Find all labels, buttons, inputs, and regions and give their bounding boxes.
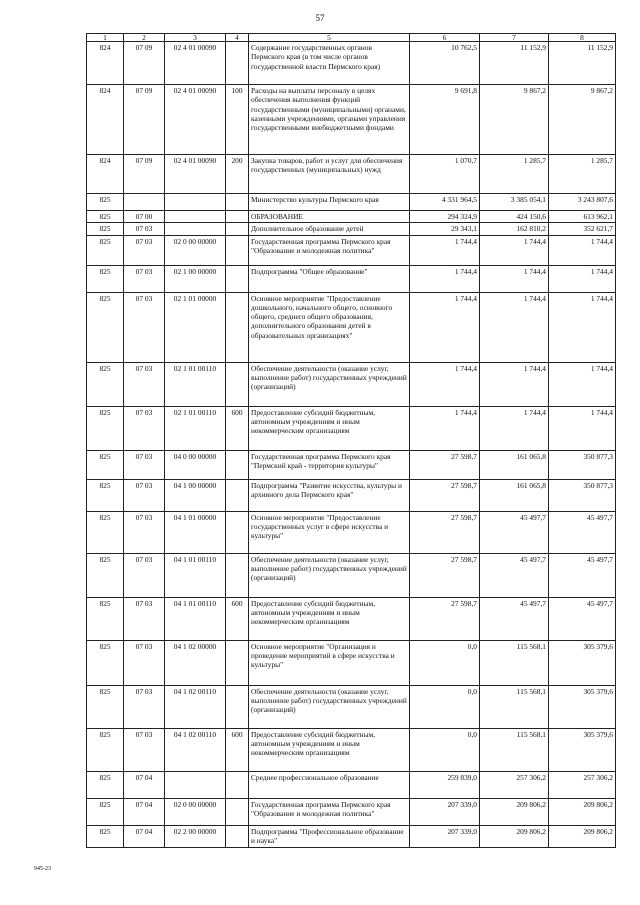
target-code-cell: 04 1 01 00110 xyxy=(165,597,226,640)
amount-year3-cell: 305 379,6 xyxy=(549,728,616,771)
section-code-cell: 07 03 xyxy=(124,450,165,479)
column-header: 7 xyxy=(480,34,549,42)
expense-type-cell xyxy=(226,640,249,685)
expense-type-cell xyxy=(226,511,249,553)
header-row xyxy=(87,34,616,42)
admin-code-cell: 825 xyxy=(87,362,124,406)
target-code-cell xyxy=(165,771,226,798)
expense-type-cell xyxy=(226,685,249,728)
target-code-cell: 02 0 00 00000 xyxy=(165,235,226,265)
amount-year1-cell: 27 598,7 xyxy=(410,597,480,640)
admin-code-cell: 825 xyxy=(87,235,124,265)
section-code-cell: 07 03 xyxy=(124,553,165,597)
amount-year2-cell: 209 806,2 xyxy=(480,825,549,847)
amount-year3-cell: 209 806,2 xyxy=(549,825,616,847)
amount-year3-cell: 45 497,7 xyxy=(549,553,616,597)
amount-year1-cell: 9 691,8 xyxy=(410,85,480,155)
amount-year1-cell: 27 598,7 xyxy=(410,479,480,511)
target-code-cell xyxy=(165,211,226,223)
expense-type-cell xyxy=(226,292,249,362)
description-cell: Основное мероприятие "Организация и проведение мероприятий в сфере искусства и культуры" xyxy=(249,640,410,685)
target-code-cell: 04 1 01 00000 xyxy=(165,511,226,553)
column-header: 2 xyxy=(124,34,165,42)
amount-year1-cell: 1 070,7 xyxy=(410,155,480,194)
admin-code-cell: 825 xyxy=(87,194,124,211)
column-header: 4 xyxy=(226,34,249,42)
description-cell: Предоставление субсидий бюджетным, автономным учреждениям и иным некоммерческим организациям xyxy=(249,728,410,771)
admin-code-cell: 825 xyxy=(87,406,124,450)
description-cell: Обеспечение деятельности (оказание услуг, выполнение работ) государственных учреждений (организаций) xyxy=(249,362,410,406)
target-code-cell: 04 1 01 00110 xyxy=(165,553,226,597)
section-code-cell: 07 04 xyxy=(124,798,165,825)
description-cell: Расходы на выплаты персоналу в целях обеспечения выполнения функций государственными (муниципальными) органами, казенными учреждениями, органами управления государственными внебюджетными фондами xyxy=(249,85,410,155)
amount-year1-cell: 0,0 xyxy=(410,728,480,771)
section-code-cell: 07 03 xyxy=(124,685,165,728)
section-code-cell: 07 09 xyxy=(124,155,165,194)
expense-type-cell xyxy=(226,194,249,211)
admin-code-cell: 825 xyxy=(87,265,124,292)
amount-year1-cell: 294 324,9 xyxy=(410,211,480,223)
section-code-cell: 07 03 xyxy=(124,728,165,771)
section-code-cell: 07 09 xyxy=(124,85,165,155)
amount-year3-cell: 305 379,6 xyxy=(549,685,616,728)
admin-code-cell: 825 xyxy=(87,771,124,798)
section-code-cell: 07 03 xyxy=(124,223,165,235)
amount-year3-cell: 9 867,2 xyxy=(549,85,616,155)
amount-year1-cell: 207 339,0 xyxy=(410,825,480,847)
amount-year1-cell: 0,0 xyxy=(410,640,480,685)
amount-year3-cell: 352 621,7 xyxy=(549,223,616,235)
table-row xyxy=(87,223,616,235)
column-header: 8 xyxy=(549,34,616,42)
amount-year2-cell: 161 065,8 xyxy=(480,479,549,511)
section-code-cell: 07 03 xyxy=(124,235,165,265)
section-code-cell: 07 03 xyxy=(124,640,165,685)
amount-year2-cell: 9 867,2 xyxy=(480,85,549,155)
admin-code-cell: 825 xyxy=(87,450,124,479)
amount-year2-cell: 161 065,8 xyxy=(480,450,549,479)
amount-year2-cell: 209 806,2 xyxy=(480,798,549,825)
amount-year2-cell: 1 744,4 xyxy=(480,292,549,362)
expense-type-cell xyxy=(226,450,249,479)
admin-code-cell: 825 xyxy=(87,685,124,728)
target-code-cell: 02 1 00 00000 xyxy=(165,265,226,292)
table-row xyxy=(87,825,616,847)
expense-type-cell xyxy=(226,798,249,825)
column-header: 5 xyxy=(249,34,410,42)
table-row xyxy=(87,450,616,479)
amount-year3-cell: 1 744,4 xyxy=(549,292,616,362)
target-code-cell xyxy=(165,194,226,211)
description-cell: Дополнительное образование детей xyxy=(249,223,410,235)
amount-year3-cell: 257 306,2 xyxy=(549,771,616,798)
admin-code-cell: 824 xyxy=(87,85,124,155)
expense-type-cell xyxy=(226,42,249,85)
admin-code-cell: 825 xyxy=(87,211,124,223)
description-cell: Подпрограмма "Профессиональное образование и наука" xyxy=(249,825,410,847)
amount-year2-cell: 115 568,1 xyxy=(480,640,549,685)
column-header: 1 xyxy=(87,34,124,42)
section-code-cell xyxy=(124,194,165,211)
admin-code-cell: 824 xyxy=(87,42,124,85)
section-code-cell: 07 03 xyxy=(124,406,165,450)
target-code-cell: 04 1 02 00110 xyxy=(165,728,226,771)
target-code-cell: 04 1 02 00110 xyxy=(165,685,226,728)
amount-year3-cell: 1 744,4 xyxy=(549,265,616,292)
page-number: 57 xyxy=(315,13,325,23)
amount-year1-cell: 27 598,7 xyxy=(410,511,480,553)
description-cell: Государственная программа Пермского края "Образование и молодежная политика" xyxy=(249,235,410,265)
amount-year1-cell: 0,0 xyxy=(410,685,480,728)
expense-type-cell xyxy=(226,235,249,265)
amount-year2-cell: 257 306,2 xyxy=(480,771,549,798)
table-body xyxy=(87,42,616,848)
amount-year1-cell: 1 744,4 xyxy=(410,235,480,265)
description-cell: Содержание государственных органов Пермского края (в том числе органов государственной власти Пермского края) xyxy=(249,42,410,85)
description-cell: ОБРАЗОВАНИЕ xyxy=(249,211,410,223)
expense-type-cell: 200 xyxy=(226,155,249,194)
amount-year1-cell: 27 598,7 xyxy=(410,553,480,597)
amount-year3-cell: 3 243 807,6 xyxy=(549,194,616,211)
table-row xyxy=(87,235,616,265)
amount-year1-cell: 1 744,4 xyxy=(410,362,480,406)
amount-year3-cell: 45 497,7 xyxy=(549,511,616,553)
expense-type-cell: 600 xyxy=(226,597,249,640)
table-row xyxy=(87,798,616,825)
expense-type-cell: 600 xyxy=(226,728,249,771)
target-code-cell xyxy=(165,223,226,235)
amount-year1-cell: 1 744,4 xyxy=(410,265,480,292)
description-cell: Предоставление субсидий бюджетным, автономным учреждениям и иным некоммерческим организациям xyxy=(249,597,410,640)
target-code-cell: 04 1 02 00000 xyxy=(165,640,226,685)
admin-code-cell: 825 xyxy=(87,292,124,362)
expense-type-cell xyxy=(226,223,249,235)
admin-code-cell: 825 xyxy=(87,223,124,235)
amount-year3-cell: 209 806,2 xyxy=(549,798,616,825)
expense-type-cell: 600 xyxy=(226,406,249,450)
table-row xyxy=(87,265,616,292)
amount-year2-cell: 1 285,7 xyxy=(480,155,549,194)
description-cell: Закупка товаров, работ и услуг для обеспечения государственных (муниципальных) нужд xyxy=(249,155,410,194)
amount-year2-cell: 3 385 054,1 xyxy=(480,194,549,211)
amount-year3-cell: 350 877,3 xyxy=(549,450,616,479)
expense-type-cell xyxy=(226,771,249,798)
target-code-cell: 02 4 01 00090 xyxy=(165,155,226,194)
description-cell: Государственная программа Пермского края "Пермский край - территория культуры" xyxy=(249,450,410,479)
expense-type-cell xyxy=(226,211,249,223)
amount-year2-cell: 115 568,1 xyxy=(480,728,549,771)
table-row xyxy=(87,597,616,640)
table-row xyxy=(87,511,616,553)
table-row xyxy=(87,479,616,511)
table-row xyxy=(87,194,616,211)
amount-year3-cell: 1 744,4 xyxy=(549,362,616,406)
expense-type-cell xyxy=(226,265,249,292)
description-cell: Обеспечение деятельности (оказание услуг, выполнение работ) государственных учреждений (организаций) xyxy=(249,685,410,728)
amount-year3-cell: 350 877,3 xyxy=(549,479,616,511)
column-header: 6 xyxy=(410,34,480,42)
amount-year2-cell: 162 810,2 xyxy=(480,223,549,235)
amount-year1-cell: 27 598,7 xyxy=(410,450,480,479)
amount-year3-cell: 305 379,6 xyxy=(549,640,616,685)
description-cell: Министерство культуры Пермского края xyxy=(249,194,410,211)
table-row xyxy=(87,362,616,406)
admin-code-cell: 825 xyxy=(87,728,124,771)
amount-year3-cell: 613 962,1 xyxy=(549,211,616,223)
target-code-cell: 02 2 00 00000 xyxy=(165,825,226,847)
amount-year1-cell: 29 343,1 xyxy=(410,223,480,235)
target-code-cell: 02 4 01 00090 xyxy=(165,85,226,155)
description-cell: Подпрограмма "Развитие искусства, культуры и архивного дела Пермского края" xyxy=(249,479,410,511)
admin-code-cell: 825 xyxy=(87,798,124,825)
section-code-cell: 07 03 xyxy=(124,292,165,362)
admin-code-cell: 825 xyxy=(87,597,124,640)
table-row xyxy=(87,685,616,728)
column-header: 3 xyxy=(165,34,226,42)
section-code-cell: 07 09 xyxy=(124,42,165,85)
table-row xyxy=(87,640,616,685)
target-code-cell: 04 1 00 00000 xyxy=(165,479,226,511)
amount-year2-cell: 1 744,4 xyxy=(480,235,549,265)
amount-year1-cell: 10 762,5 xyxy=(410,42,480,85)
amount-year1-cell: 1 744,4 xyxy=(410,292,480,362)
amount-year2-cell: 1 744,4 xyxy=(480,406,549,450)
amount-year3-cell: 11 152,9 xyxy=(549,42,616,85)
amount-year2-cell: 45 497,7 xyxy=(480,553,549,597)
expense-type-cell xyxy=(226,362,249,406)
amount-year3-cell: 45 497,7 xyxy=(549,597,616,640)
description-cell: Подпрограмма "Общее образование" xyxy=(249,265,410,292)
amount-year1-cell: 207 339,0 xyxy=(410,798,480,825)
section-code-cell: 07 00 xyxy=(124,211,165,223)
table-row xyxy=(87,42,616,85)
admin-code-cell: 825 xyxy=(87,479,124,511)
amount-year2-cell: 115 568,1 xyxy=(480,685,549,728)
amount-year2-cell: 1 744,4 xyxy=(480,362,549,406)
description-cell: Основное мероприятие "Предоставление государственных услуг в сфере искусства и культуры" xyxy=(249,511,410,553)
target-code-cell: 02 1 01 00000 xyxy=(165,292,226,362)
table-row xyxy=(87,771,616,798)
table-row xyxy=(87,292,616,362)
budget-table xyxy=(86,33,616,848)
section-code-cell: 07 04 xyxy=(124,825,165,847)
admin-code-cell: 825 xyxy=(87,511,124,553)
section-code-cell: 07 03 xyxy=(124,511,165,553)
expense-type-cell xyxy=(226,825,249,847)
amount-year1-cell: 4 331 964,5 xyxy=(410,194,480,211)
amount-year2-cell: 45 497,7 xyxy=(480,511,549,553)
amount-year2-cell: 424 150,6 xyxy=(480,211,549,223)
amount-year3-cell: 1 744,4 xyxy=(549,406,616,450)
section-code-cell: 07 03 xyxy=(124,479,165,511)
description-cell: Основное мероприятие "Предоставление дошкольного, начального общего, основного общего, среднего общего образования, дополнительного образования детей в образовательных организациях" xyxy=(249,292,410,362)
section-code-cell: 07 03 xyxy=(124,362,165,406)
amount-year3-cell: 1 744,4 xyxy=(549,235,616,265)
description-cell: Предоставление субсидий бюджетным, автономным учреждениям и иным некоммерческим организациям xyxy=(249,406,410,450)
amount-year2-cell: 11 152,9 xyxy=(480,42,549,85)
target-code-cell: 02 4 01 00090 xyxy=(165,42,226,85)
section-code-cell: 07 03 xyxy=(124,265,165,292)
description-cell: Государственная программа Пермского края "Образование и молодежная политика" xyxy=(249,798,410,825)
amount-year1-cell: 1 744,4 xyxy=(410,406,480,450)
section-code-cell: 07 04 xyxy=(124,771,165,798)
admin-code-cell: 825 xyxy=(87,640,124,685)
admin-code-cell: 824 xyxy=(87,155,124,194)
table-row xyxy=(87,728,616,771)
amount-year3-cell: 1 285,7 xyxy=(549,155,616,194)
target-code-cell: 04 0 00 00000 xyxy=(165,450,226,479)
admin-code-cell: 825 xyxy=(87,825,124,847)
description-cell: Среднее профессиональное образование xyxy=(249,771,410,798)
target-code-cell: 02 1 01 00110 xyxy=(165,406,226,450)
table-row xyxy=(87,85,616,155)
expense-type-cell xyxy=(226,479,249,511)
admin-code-cell: 825 xyxy=(87,553,124,597)
section-code-cell: 07 03 xyxy=(124,597,165,640)
target-code-cell: 02 0 00 00000 xyxy=(165,798,226,825)
table-row xyxy=(87,553,616,597)
amount-year1-cell: 259 839,0 xyxy=(410,771,480,798)
expense-type-cell: 100 xyxy=(226,85,249,155)
amount-year2-cell: 1 744,4 xyxy=(480,265,549,292)
amount-year2-cell: 45 497,7 xyxy=(480,597,549,640)
description-cell: Обеспечение деятельности (оказание услуг, выполнение работ) государственных учреждений (организаций) xyxy=(249,553,410,597)
footer-code: 945-23 xyxy=(34,866,51,872)
expense-type-cell xyxy=(226,553,249,597)
table-row xyxy=(87,406,616,450)
target-code-cell: 02 1 01 00110 xyxy=(165,362,226,406)
table-row xyxy=(87,211,616,223)
table-row xyxy=(87,155,616,194)
